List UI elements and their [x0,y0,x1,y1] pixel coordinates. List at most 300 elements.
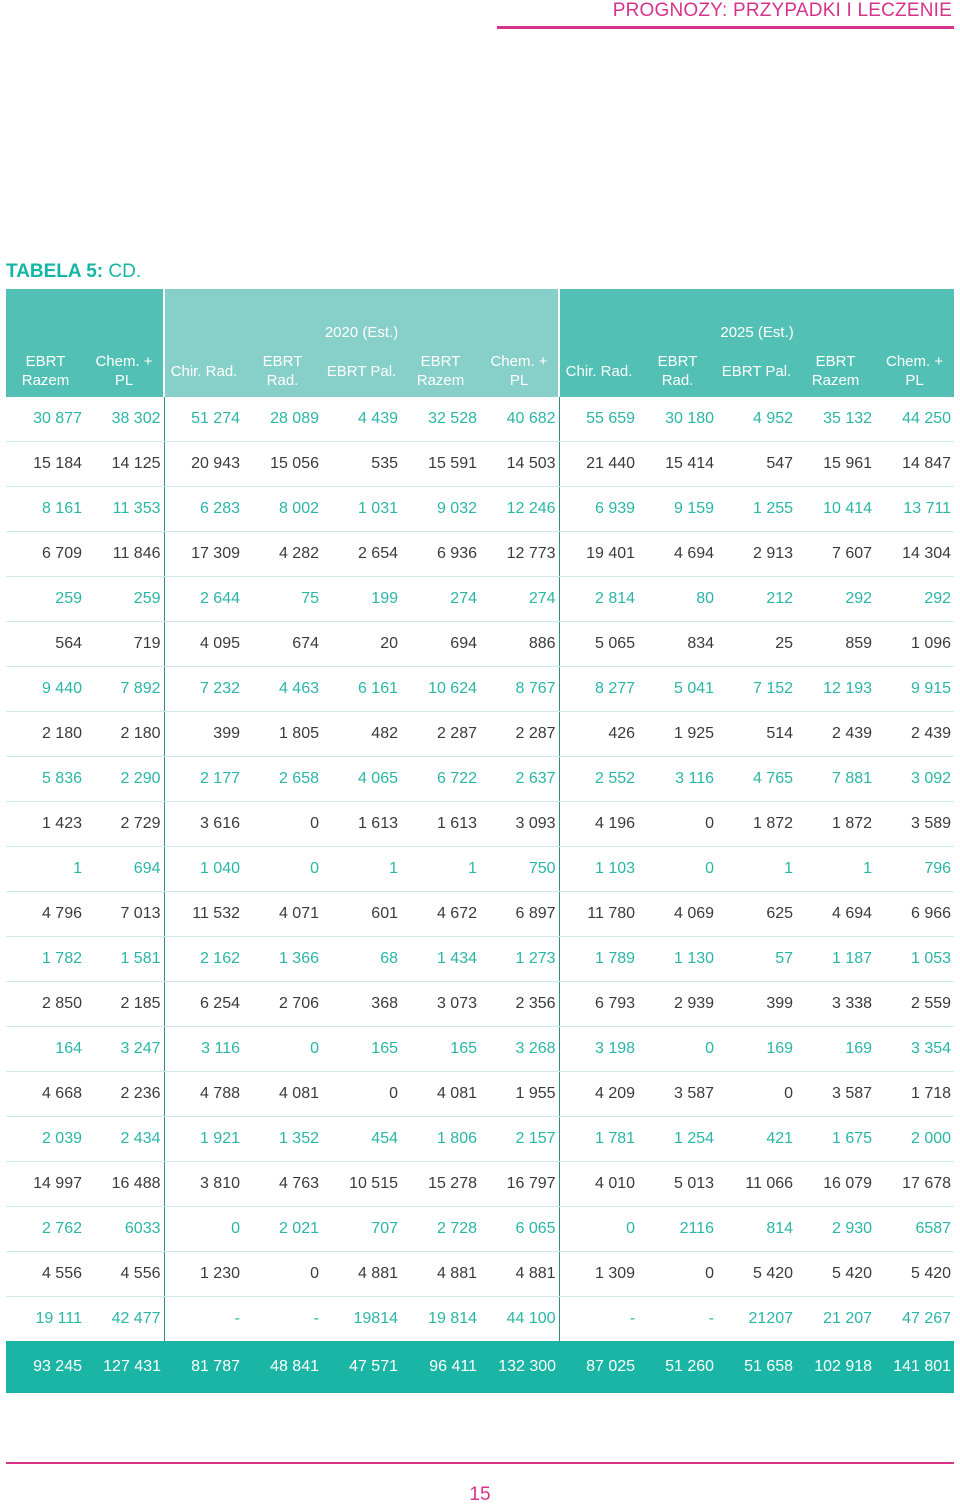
table-cell: 707 [322,1207,401,1252]
table-cell: 30 877 [6,397,85,442]
table-cell: 368 [322,982,401,1027]
table-cell: 5 041 [638,667,717,712]
table-cell: 1 187 [796,937,875,982]
table-cell: - [164,1297,243,1342]
table-row [6,1117,954,1162]
table-cell: 0 [717,1072,796,1117]
header-divider [497,26,954,29]
table-cell: 30 180 [638,397,717,442]
table-row [6,937,954,982]
table-cell: 886 [480,622,559,667]
total-cell: 48 841 [243,1341,322,1393]
table-cell: 11 780 [559,892,638,937]
table-cell: 14 125 [85,442,164,487]
table-cell: 4 881 [322,1252,401,1297]
table-cell: 8 002 [243,487,322,532]
total-cell: 51 260 [638,1341,717,1393]
table-cell: 5 065 [559,622,638,667]
table-cell: 4 196 [559,802,638,847]
table-cell: 2 039 [6,1117,85,1162]
table-cell: 3 116 [638,757,717,802]
table-cell: 259 [85,577,164,622]
table-cell: 2 729 [85,802,164,847]
table-cell: 4 439 [322,397,401,442]
column-header-line: Razem [21,372,70,389]
column-header [6,345,85,397]
table-cell: 55 659 [559,397,638,442]
table-cell: 165 [322,1027,401,1072]
total-cell: 93 245 [6,1341,85,1393]
table-cell: 165 [401,1027,480,1072]
column-header [717,345,796,397]
column-header-line: Rad. [661,372,694,389]
column-header-line: EBRT [262,353,303,370]
table-cell: 4 556 [6,1252,85,1297]
table-cell: 1 434 [401,937,480,982]
table-cell: 4 694 [796,892,875,937]
table-cell: 399 [717,982,796,1027]
table-cell: 4 071 [243,892,322,937]
table-cell: 6033 [85,1207,164,1252]
table-cell: 1 781 [559,1117,638,1162]
table-cell: 10 414 [796,487,875,532]
table-cell: 2 000 [875,1117,954,1162]
table-cell: 719 [85,622,164,667]
column-header [243,345,322,397]
table-cell: - [708,1310,715,1327]
table-cell: 535 [322,442,401,487]
table-cell: 2 814 [559,577,638,622]
table-cell: 2 180 [85,712,164,757]
table-row [6,982,954,1027]
table-cell: 796 [875,847,954,892]
table-cell: 2 762 [6,1207,85,1252]
table-cell: 3 589 [875,802,954,847]
table-cell: 2116 [638,1207,717,1252]
table-cell: 15 414 [638,442,717,487]
total-cell: 87 025 [559,1341,638,1393]
table-cell: 17 678 [875,1162,954,1207]
table-cell: 11 353 [85,487,164,532]
table-cell: 1 581 [85,937,164,982]
table-cell: 0 [243,847,322,892]
table-cell: 20 943 [164,442,243,487]
table-cell: 292 [796,577,875,622]
table-cell: 4 010 [559,1162,638,1207]
table-cell: 4 668 [6,1072,85,1117]
table-cell: 2 180 [6,712,85,757]
table-cell: 16 079 [796,1162,875,1207]
table-cell: 1 130 [638,937,717,982]
table-row [6,1162,954,1207]
table-cell: 6587 [875,1207,954,1252]
table-cell: 5 420 [796,1252,875,1297]
table-cell: 14 503 [480,442,559,487]
table-cell: 9 915 [875,667,954,712]
table-cell: 292 [875,577,954,622]
column-header-line: Razem [416,372,465,389]
table-row [6,622,954,667]
table-cell: 9 032 [401,487,480,532]
table-cell: 4 952 [717,397,796,442]
table-cell: 2 850 [6,982,85,1027]
table-cell: 15 278 [401,1162,480,1207]
table-cell: 6 254 [164,982,243,1027]
table-cell: 2 913 [717,532,796,577]
table-cell: 14 847 [875,442,954,487]
table-cell: 3 092 [875,757,954,802]
forecast-table [6,289,954,1393]
table-cell: 1 040 [164,847,243,892]
table-cell: 2 930 [796,1207,875,1252]
table-cell: 169 [717,1027,796,1072]
table-cell: 80 [638,577,717,622]
table-cell: 4 763 [243,1162,322,1207]
table-cell: 5 420 [875,1252,954,1297]
page-number: 15 [469,1484,491,1505]
table-cell: 16 488 [85,1162,164,1207]
table-cell: 11 846 [85,532,164,577]
table-cell: 35 132 [796,397,875,442]
table-cell: 6 936 [401,532,480,577]
table-cell: 3 810 [164,1162,243,1207]
column-header [85,345,164,397]
table-cell: 44 100 [506,1310,556,1327]
column-header-line: Chir. Rad. [565,362,633,380]
table-row [6,577,954,622]
table-cell: 3 268 [480,1027,559,1072]
table-cell: 1 789 [559,937,638,982]
table-cell: 19814 [353,1310,398,1327]
table-cell: 3 198 [559,1027,638,1072]
table-cell: 10 624 [401,667,480,712]
table-cell: 1 782 [6,937,85,982]
table-cell: 454 [322,1117,401,1162]
table-cell: 0 [164,1207,243,1252]
table-cell: 1 613 [322,802,401,847]
table-cell: 12 773 [480,532,559,577]
table-row [6,442,954,487]
table-cell: 6 065 [480,1207,559,1252]
table-caption-label: TABELA 5: [6,261,104,282]
table-cell: 15 961 [796,442,875,487]
table-cell: 11 066 [717,1162,796,1207]
column-header [401,345,480,397]
total-cell: 127 431 [85,1341,164,1393]
footer-divider [6,1462,954,1464]
table-cell: 3 587 [796,1072,875,1117]
column-header-line: Chem. + [886,353,944,370]
year-header-2020: 2020 (Est.) [164,289,559,345]
table-cell: 0 [322,1072,401,1117]
table-cell: 3 247 [85,1027,164,1072]
table-cell: 2 236 [85,1072,164,1117]
table-cell: 1 [717,847,796,892]
table-cell: 6 709 [6,532,85,577]
table-cell: 0 [638,847,717,892]
table-cell: 0 [638,802,717,847]
table-cell: 625 [717,892,796,937]
table-cell: 2 706 [243,982,322,1027]
table-cell: 1 718 [875,1072,954,1117]
table-cell: 1 053 [875,937,954,982]
total-cell: 81 787 [164,1341,243,1393]
table-cell: 7 892 [85,667,164,712]
total-cell: 47 571 [322,1341,401,1393]
table-row [6,1072,954,1117]
table-cell: 1 273 [480,937,559,982]
table-cell: 4 081 [401,1072,480,1117]
table-cell: 1 103 [559,847,638,892]
table-cell: 4 556 [85,1252,164,1297]
table-cell: 14 997 [6,1162,85,1207]
table-cell: 2 939 [638,982,717,1027]
table-cell: 1 925 [638,712,717,757]
table-cell: 17 309 [164,532,243,577]
table-row [6,487,954,532]
table-cell: 1 366 [243,937,322,982]
table-cell: 2 185 [85,982,164,1027]
table-row [6,847,954,892]
section-title: PROGNOZY: PRZYPADKI I LECZENIE [612,0,952,21]
table-cell: 1 423 [6,802,85,847]
table-cell: 426 [559,712,638,757]
column-header-line: EBRT Pal. [721,362,792,380]
table-cell: 40 682 [480,397,559,442]
table-cell: 1 955 [480,1072,559,1117]
table-cell: 10 515 [322,1162,401,1207]
column-header-line: PL [905,372,924,389]
table-cell: 11 532 [164,892,243,937]
table-cell: 8 277 [559,667,638,712]
table-cell: 2 177 [164,757,243,802]
table-cell: 694 [401,622,480,667]
table-cell: 2 439 [875,712,954,757]
table-cell: 3 073 [401,982,480,1027]
table-cell: 7 607 [796,532,875,577]
table-cell: 2 162 [164,937,243,982]
table-cell: 1 254 [638,1117,717,1162]
table-cell: 3 093 [480,802,559,847]
table-cell: 15 056 [243,442,322,487]
table-row [6,757,954,802]
table-row [6,1027,954,1072]
table-cell: 2 552 [559,757,638,802]
table-cell: 19 814 [428,1310,477,1327]
year-header-row [6,289,954,345]
table-cell: 2 728 [401,1207,480,1252]
table-cell: 482 [322,712,401,757]
table-cell: 7 013 [85,892,164,937]
column-header [875,345,954,397]
table-cell: 44 250 [875,397,954,442]
column-header [559,345,638,397]
table-cell: 814 [717,1207,796,1252]
table-cell: 28 089 [243,397,322,442]
table-cell: 4 069 [638,892,717,937]
table-cell: 1 255 [717,487,796,532]
table-cell: 51 274 [164,397,243,442]
table-cell: 421 [717,1117,796,1162]
table-row [6,712,954,757]
table-cell: 3 587 [638,1072,717,1117]
table-cell: 12 246 [480,487,559,532]
table-cell: 0 [638,1252,717,1297]
year-header-2025: 2025 (Est.) [559,289,954,345]
table-cell: 834 [638,622,717,667]
table-cell: 547 [717,442,796,487]
table-cell: 1 [6,847,85,892]
table-cell: 274 [480,577,559,622]
table-cell: 1 309 [559,1252,638,1297]
table-cell: 21 440 [559,442,638,487]
table-caption [6,261,141,283]
table-cell: 3 338 [796,982,875,1027]
table-cell: 164 [6,1027,85,1072]
table-cell: 2 658 [243,757,322,802]
table-cell: 20 [322,622,401,667]
column-header [164,345,243,397]
table-cell: 399 [164,712,243,757]
table-cell: 6 722 [401,757,480,802]
table-cell: 16 797 [480,1162,559,1207]
table-cell: 4 694 [638,532,717,577]
table-cell: 199 [322,577,401,622]
table-cell: - [313,1310,319,1327]
table-cell: 3 616 [164,802,243,847]
table-cell: 750 [480,847,559,892]
year-header-spacer [6,289,164,345]
table-cell: 8 767 [480,667,559,712]
table-cell: 4 095 [164,622,243,667]
table-cell: 15 184 [6,442,85,487]
column-header-line: EBRT [815,353,856,370]
table-cell: 2 021 [243,1207,322,1252]
table-cell: 7 152 [717,667,796,712]
table-cell: 2 157 [480,1117,559,1162]
table-cell: 0 [243,1252,322,1297]
column-header-line: EBRT [25,353,66,370]
table-cell: 4 881 [480,1252,559,1297]
column-header-line: Chem. + [490,353,548,370]
column-header [796,345,875,397]
table-cell: 68 [322,937,401,982]
table-cell: 6 966 [875,892,954,937]
table-cell: 169 [796,1027,875,1072]
table-row [6,397,954,442]
table-cell: 5 420 [717,1252,796,1297]
table-cell: 4 672 [401,892,480,937]
table-cell: 1 921 [164,1117,243,1162]
table-cell: 2 287 [401,712,480,757]
table-cell: 259 [6,577,85,622]
table-cell: 8 161 [6,487,85,532]
table-cell: 859 [796,622,875,667]
table-cell: 1 031 [322,487,401,532]
column-header-line: EBRT [420,353,461,370]
column-header-line: PL [509,372,529,389]
table-cell: 5 836 [6,757,85,802]
table-cell: 2 654 [322,532,401,577]
table-cell: 57 [717,937,796,982]
table-cell: 4 081 [243,1072,322,1117]
table-cell: 2 434 [85,1117,164,1162]
table-cell: 694 [85,847,164,892]
table-cell: 21 207 [823,1310,873,1327]
table-cell: 6 939 [559,487,638,532]
total-cell: 132 300 [480,1341,559,1393]
table-cell: 6 897 [480,892,559,937]
table-cell: 1 613 [401,802,480,847]
table-row [6,1297,954,1342]
table-cell: 6 793 [559,982,638,1027]
table-cell: 4 796 [6,892,85,937]
table-cell: 1 [322,847,401,892]
table-cell: 2 290 [85,757,164,802]
column-header-line: PL [114,372,134,389]
table-cell: 9 159 [638,487,717,532]
table-caption-suffix: CD. [108,261,142,282]
table-row [6,892,954,937]
table-cell: 674 [243,622,322,667]
table-cell: 19 111 [35,1310,82,1327]
table-cell: 0 [559,1207,638,1252]
table-cell: 4 881 [401,1252,480,1297]
table-cell: 4 463 [243,667,322,712]
table-cell: 32 528 [401,397,480,442]
column-header-line: EBRT Pal. [326,362,397,380]
table-cell: 1 806 [401,1117,480,1162]
table-cell: 4 065 [322,757,401,802]
table-cell: 1 675 [796,1117,875,1162]
table-cell: 5 013 [638,1162,717,1207]
table-cell: 601 [322,892,401,937]
total-cell: 141 801 [875,1341,954,1393]
table-row [6,1207,954,1252]
table-cell: 514 [717,712,796,757]
table-cell: 9 440 [6,667,85,712]
column-header-line: Rad. [266,372,299,389]
table-cell: 1 805 [243,712,322,757]
table-row [6,667,954,712]
table-cell: 7 881 [796,757,875,802]
table-cell: 0 [243,802,322,847]
table-cell: 1 872 [717,802,796,847]
table-cell: 15 591 [401,442,480,487]
table-cell: 2 637 [480,757,559,802]
table-cell: 274 [401,577,480,622]
table-cell: 4 209 [559,1072,638,1117]
table-cell: 3 116 [164,1027,243,1072]
table-row [6,802,954,847]
column-header [322,345,401,397]
table-cell: 1 872 [796,802,875,847]
table-cell: 21207 [748,1310,794,1327]
table-cell: 1 230 [164,1252,243,1297]
column-header [480,345,559,397]
table-cell: 25 [717,622,796,667]
total-cell: 102 918 [796,1341,875,1393]
table-cell: 12 193 [796,667,875,712]
column-header-line: Chem. + [95,353,153,370]
table-cell: 1 352 [243,1117,322,1162]
table-cell: 4 788 [164,1072,243,1117]
table-cell: 13 711 [875,487,954,532]
total-cell: 96 411 [401,1341,480,1393]
column-header-row [6,345,954,397]
table-cell: 2 644 [164,577,243,622]
table-cell: 4 282 [243,532,322,577]
